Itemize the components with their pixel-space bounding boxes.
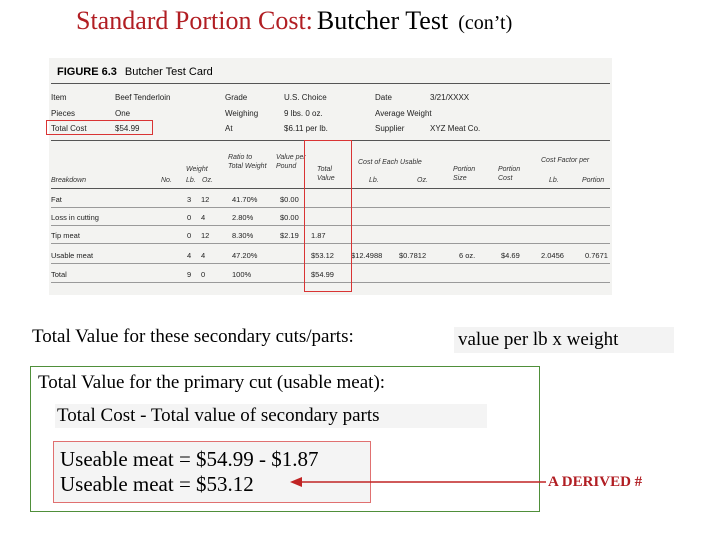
header-cost-each-usable: Cost of Each Usable — [358, 159, 422, 166]
at-value: $6.11 per lb. — [284, 124, 328, 133]
cell-cost-oz: $0.7812 — [399, 251, 427, 260]
primary-formula-box — [55, 404, 487, 428]
cell-total: $54.99 — [311, 270, 334, 279]
primary-formula: Total Cost - Total value of secondary parts — [57, 405, 380, 426]
header-cost-factor: Cost Factor per — [541, 157, 590, 164]
secondary-formula-box — [454, 327, 674, 353]
at-label: At — [225, 124, 233, 133]
weighing-value: 9 lbs. 0 oz. — [284, 109, 323, 118]
item-value: Beef Tenderloin — [115, 93, 171, 102]
weighing-label: Weighing — [225, 109, 259, 118]
cell-ratio: 100% — [232, 270, 252, 279]
item-label: Item — [51, 93, 67, 102]
cell-vpp: $2.19 — [280, 231, 299, 240]
supplier-label: Supplier — [375, 124, 405, 133]
date-value: 3/21/XXXX — [430, 93, 470, 102]
header-ratio: Ratio to Total Weight — [228, 154, 267, 170]
header-oz: Oz. — [202, 177, 213, 184]
cell-vpp: $0.00 — [280, 213, 299, 222]
slide-title — [76, 6, 512, 36]
cell-ratio: 47.20% — [232, 251, 258, 260]
cell-vpp: $0.00 — [280, 195, 299, 204]
derived-arrow — [290, 472, 548, 492]
total-value-highlight — [304, 140, 352, 292]
figure-caption: Butcher Test Card — [124, 66, 213, 78]
title-part-3: (con’t) — [458, 12, 513, 34]
title-part-2: Butcher Test — [316, 6, 449, 35]
header-portion-cost: Portion Cost — [498, 166, 521, 182]
header-breakdown: Breakdown — [51, 177, 87, 184]
cell-total: 1.87 — [311, 231, 326, 240]
grade-value: U.S. Choice — [284, 93, 327, 102]
cell-lb: 4 — [187, 251, 192, 260]
header-lb: Lb. — [186, 177, 196, 184]
figure-label: FIGURE 6.3 — [57, 66, 117, 78]
cell-oz: 4 — [201, 251, 206, 260]
derived-label: A DERIVED # — [548, 474, 643, 490]
cell-total: $53.12 — [311, 251, 334, 260]
calc-line-1: Useable meat = $54.99 - $1.87 — [60, 447, 319, 471]
cell-ratio: 2.80% — [232, 213, 254, 222]
total-cost-label: Total Cost — [51, 124, 87, 133]
cell-pcost: $4.69 — [501, 251, 520, 260]
header-weight: Weight — [186, 166, 208, 173]
cell-name: Usable meat — [51, 251, 94, 260]
header-value-per-pound: Value per Pound — [276, 154, 306, 170]
card-divider — [51, 83, 610, 84]
header-cost-oz: Oz. — [417, 177, 428, 184]
cell-cf-lb: 2.0456 — [541, 251, 564, 260]
cell-name: Fat — [51, 195, 62, 204]
header-portion-size: Portion Size — [453, 166, 476, 182]
header-cost-lb: Lb. — [369, 177, 379, 184]
cell-lb: 0 — [187, 213, 192, 222]
figure-heading — [57, 66, 213, 78]
cell-lb: 3 — [187, 195, 192, 204]
cell-ratio: 8.30% — [232, 231, 254, 240]
secondary-formula: value per lb x weight — [458, 329, 619, 350]
cell-oz: 12 — [201, 231, 210, 240]
cell-oz: 4 — [201, 213, 206, 222]
calc-line-2: Useable meat = $53.12 — [60, 472, 254, 496]
supplier-value: XYZ Meat Co. — [430, 124, 481, 133]
primary-label: Total Value for the primary cut (usable meat): — [38, 372, 386, 393]
total-cost-highlight — [46, 120, 153, 135]
cell-lb: 9 — [187, 270, 192, 279]
cell-size: 6 oz. — [459, 251, 476, 260]
pieces-label: Pieces — [51, 109, 76, 118]
title-part-1: Standard Portion Cost: — [76, 6, 313, 35]
cell-ratio: 41.70% — [232, 195, 258, 204]
cell-cf-portion: 0.7671 — [585, 251, 608, 260]
header-no: No. — [161, 177, 172, 184]
header-cf-lb: Lb. — [549, 177, 559, 184]
pieces-value: One — [115, 109, 131, 118]
header-total-value: Total Value — [317, 166, 335, 182]
cell-name: Loss in cutting — [51, 213, 99, 222]
butcher-test-card — [49, 58, 612, 295]
header-cf-portion: Portion — [582, 177, 605, 184]
total-cost-value: $54.99 — [115, 124, 140, 133]
avg-weight-label: Average Weight — [375, 109, 432, 118]
cell-name: Tip meat — [51, 231, 80, 240]
cell-cost-lb: $12.4988 — [351, 251, 383, 260]
cell-oz: 12 — [201, 195, 210, 204]
grade-label: Grade — [225, 93, 248, 102]
cell-name: Total — [51, 270, 67, 279]
cell-lb: 0 — [187, 231, 192, 240]
cell-oz: 0 — [201, 270, 206, 279]
date-label: Date — [375, 93, 392, 102]
secondary-label: Total Value for these secondary cuts/parts: — [32, 326, 354, 347]
